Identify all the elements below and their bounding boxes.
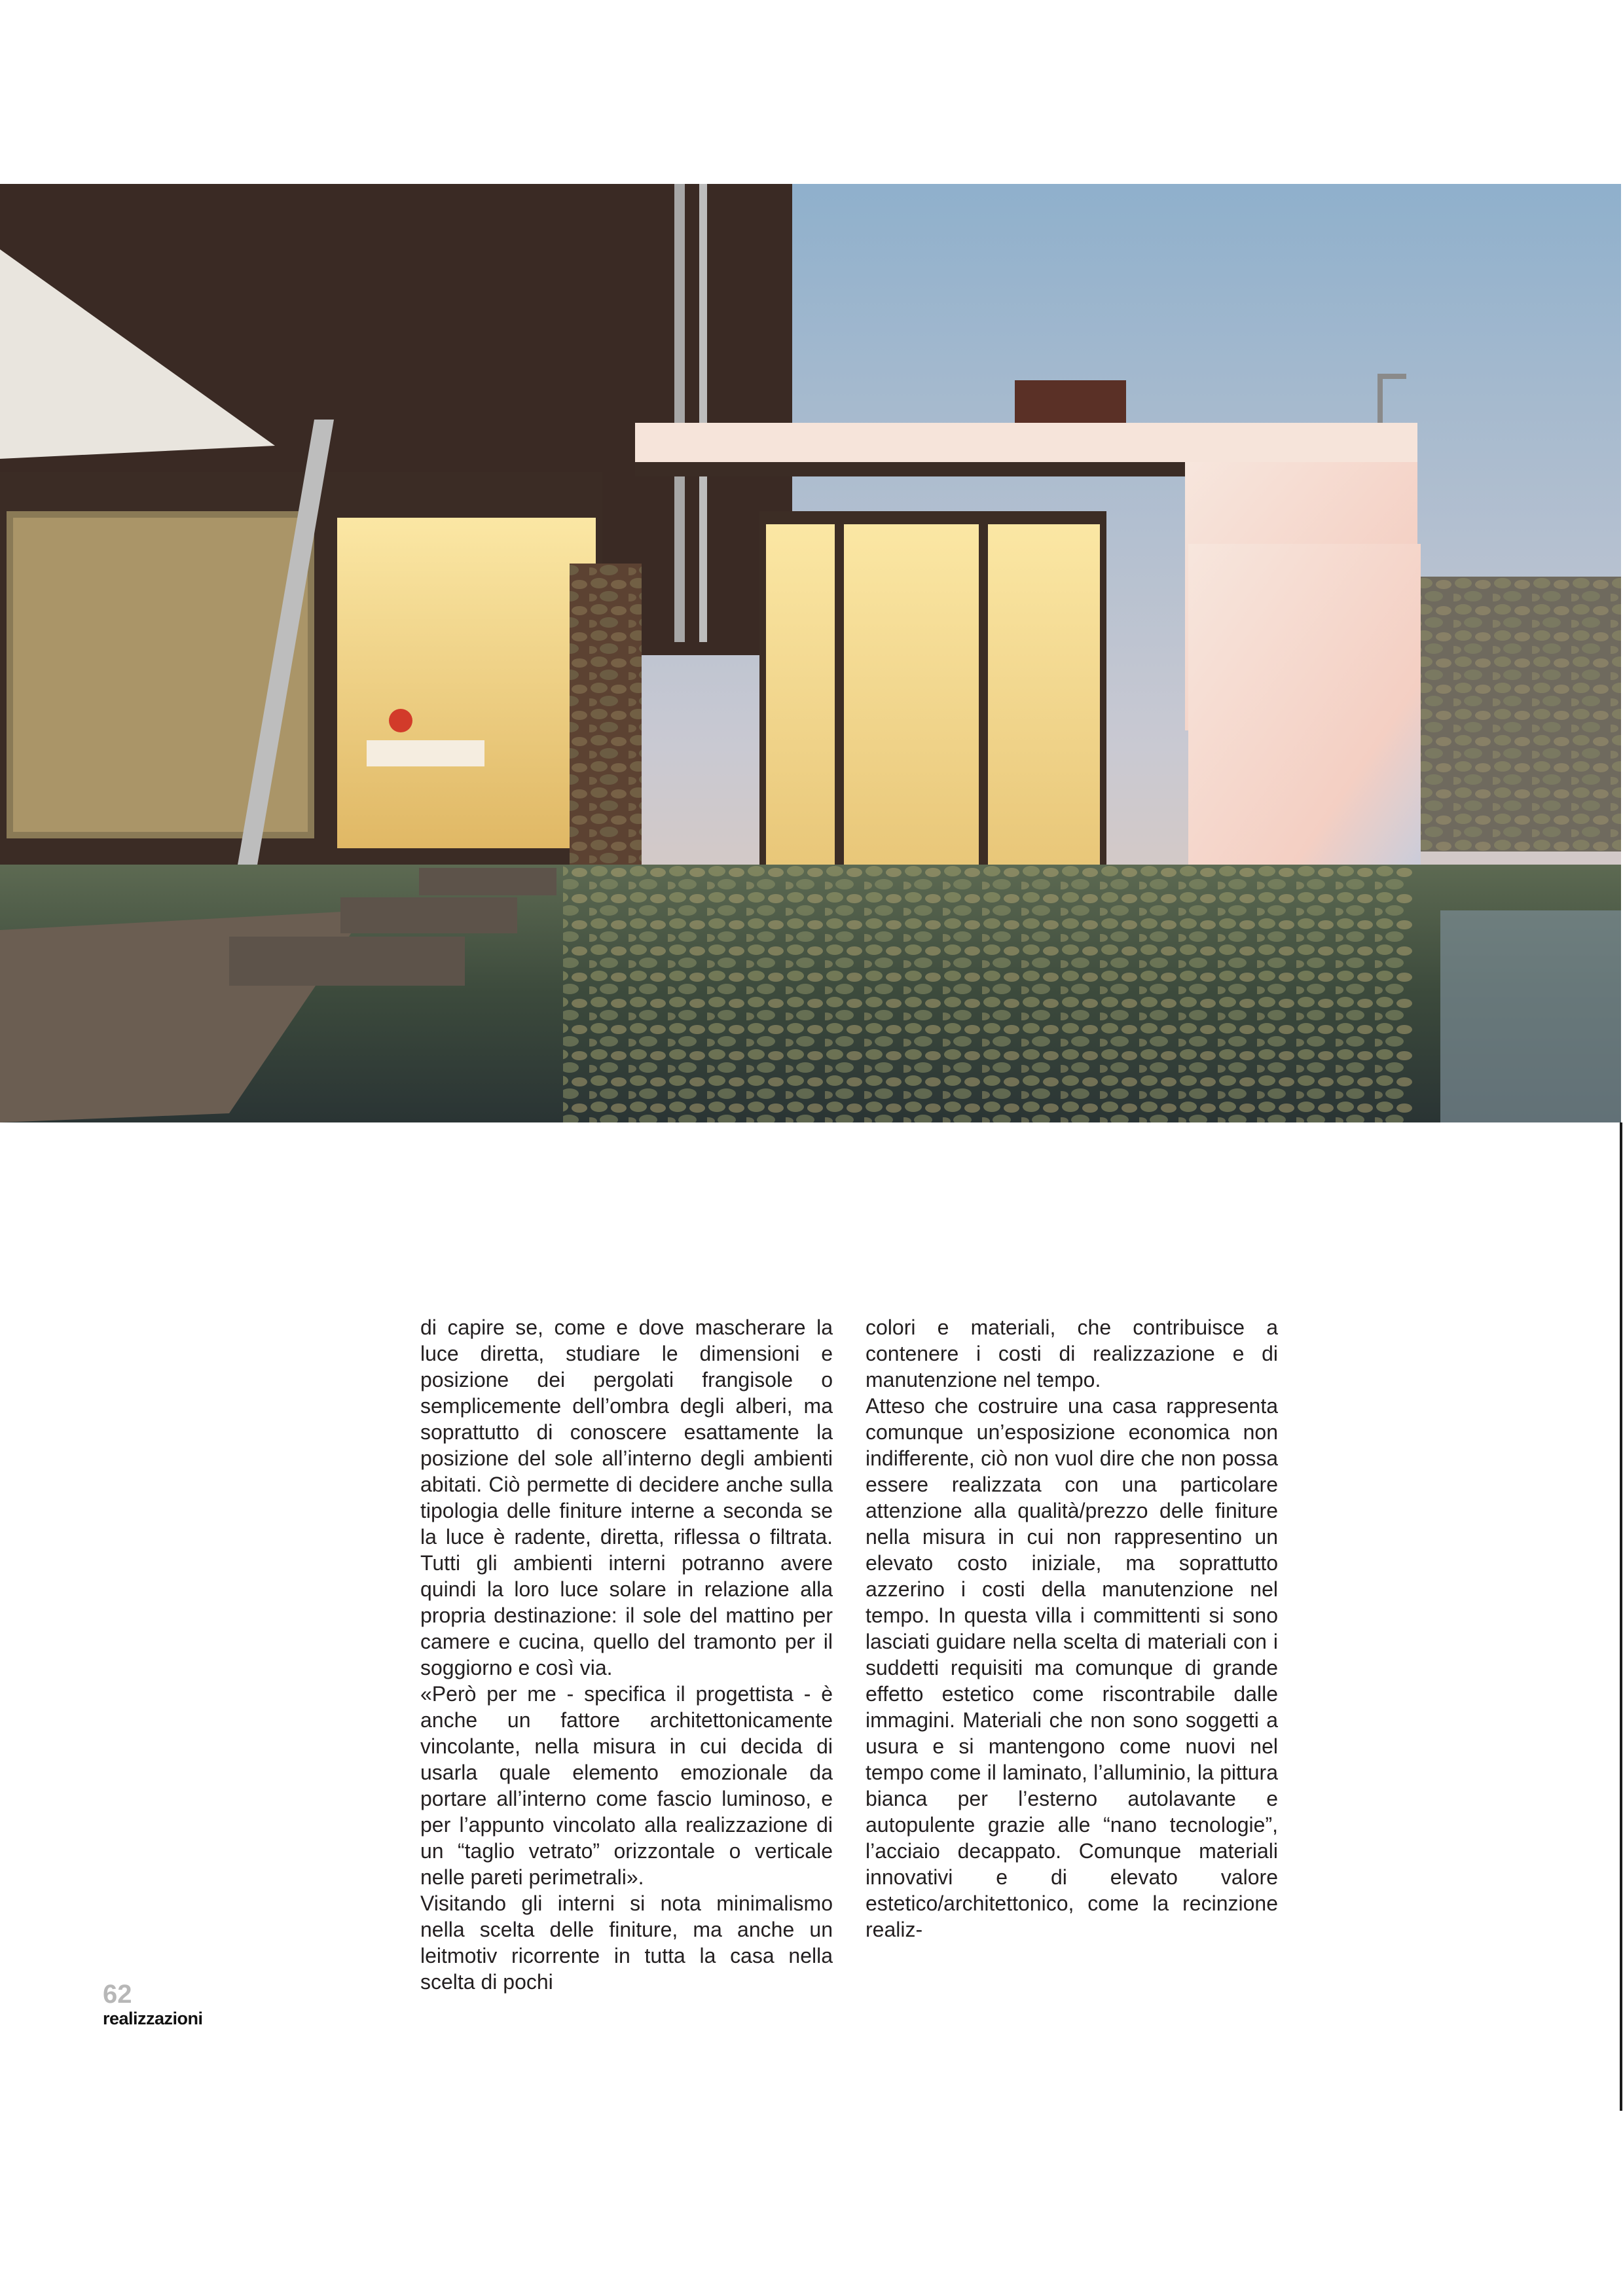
article-column-left	[420, 1314, 833, 1995]
page-edge-rule	[1620, 1122, 1622, 2111]
paragraph: Visitando gli interni si nota minimalismo nella scelta delle finiture, ma anche un leitmotiv ricorrente in tutta la casa nella scelta di pochi	[420, 1892, 833, 1994]
villa-illustration	[0, 184, 1621, 1122]
hero-photo	[0, 184, 1621, 1122]
page-number: 62	[103, 1980, 132, 2009]
section-label: realizzazioni	[103, 2009, 203, 2028]
paragraph: Atteso che costruire una casa rappresenta comunque un’esposizione economica non indifferente, ciò non vuol dire che non possa essere realizzata con una particolare attenzione alla qualità/prezzo delle finiture nella misura in cui non rappresentino un elevato costo iniziale, ma soprattutto azzerino i costi della manutenzione nel tempo. In questa villa i committenti si sono lasciati guidare nella scelta di materiali con i suddetti requisiti ma comunque di grande effetto estetico come riscontrabile dalle immagini. Materiali che non sono soggetti a usura e si mantengono come nuovi nel tempo come il laminato, l’alluminio, la pittura bianca per l’esterno autolavante e autopulente grazie alle “nano tecnologie”, l’acciaio decappato. Comunque materiali innovativi e di elevato valore estetico/architettonico, come la recinzione realiz-	[866, 1394, 1278, 1941]
page-folio	[103, 1980, 203, 2028]
paragraph: colori e materiali, che contribuisce a contenere i costi di realizzazione e di manutenzione nel tempo.	[866, 1316, 1278, 1391]
paragraph: di capire se, come e dove mascherare la luce diretta, studiare le dimensioni e posizione dei pergolati frangisole o semplicemente dell’ombra degli alberi, ma soprattutto di conoscere esattamente la posizione del sole all’interno degli ambienti abitati. Ciò permette di decidere anche sulla tipologia delle finiture interne a seconda se la luce è radente, diretta, riflessa o filtrata. Tutti gli ambienti interni potranno avere quindi la loro luce solare in relazione alla propria destinazione: il sole del mattino per camere e cucina, quello del tramonto per il soggiorno e così via.	[420, 1316, 833, 1679]
article-column-right	[866, 1314, 1278, 1943]
paragraph: «Però per me - specifica il progettista - è anche un fattore architettonicamente vincolante, nella misura in cui decida di usarla quale elemento emozionale da portare all’interno come fascio luminoso, e per l’appunto vincolato alla realizzazione di un “taglio vetrato” orizzontale o verticale nelle pareti perimetrali».	[420, 1682, 833, 1889]
